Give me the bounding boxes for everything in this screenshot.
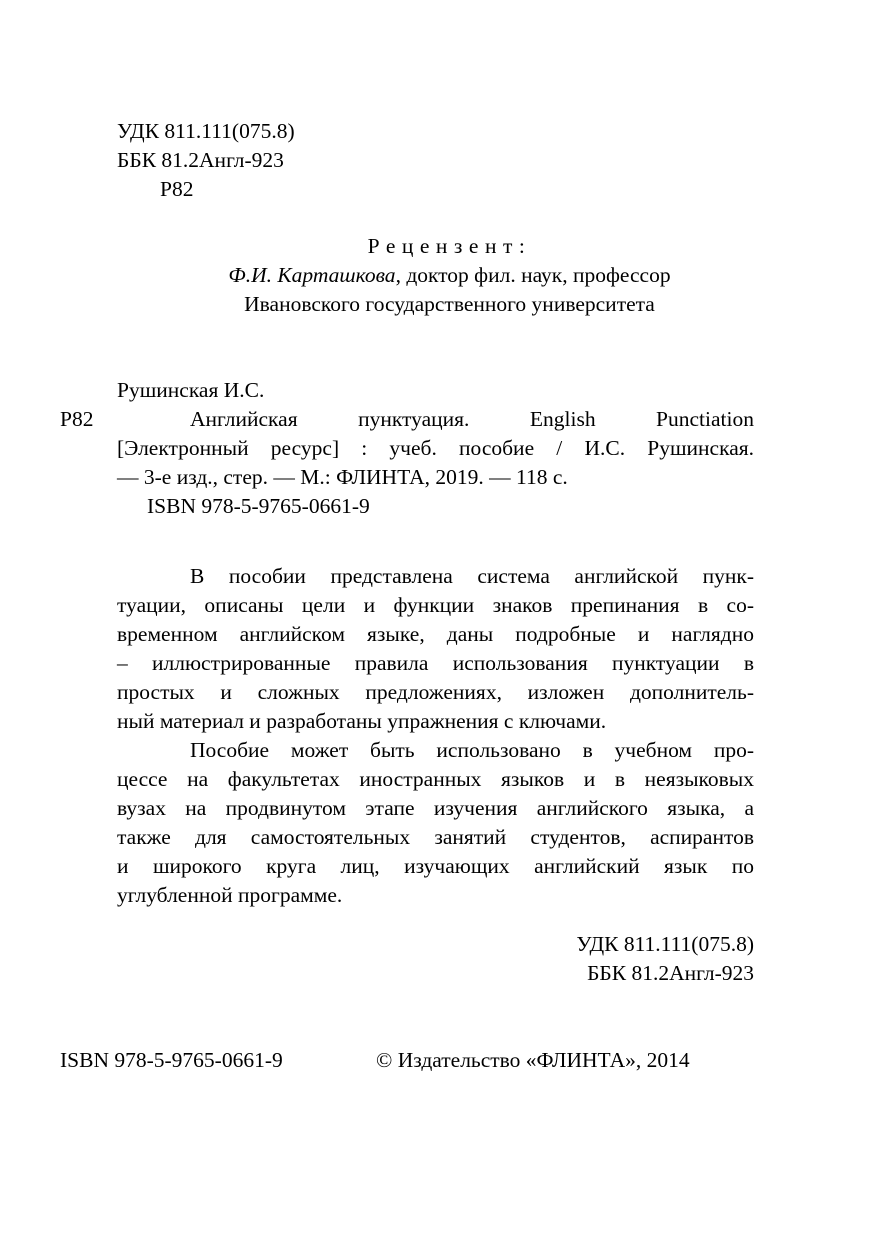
- abstract-line: В пособии представлена система английской пунк-: [190, 564, 754, 588]
- bbk-code: ББК 81.2Англ-923: [117, 148, 284, 172]
- abstract-line: Пособие может быть использовано в учебном про-: [190, 738, 754, 762]
- reviewer-affiliation: Ивановского государственного университета: [244, 292, 655, 316]
- copyright-notice: © Издательство «ФЛИНТА», 2014: [376, 1048, 690, 1072]
- reviewer-block: [117, 232, 782, 319]
- abstract-line: простых и сложных предложениях, изложен дополнитель-: [117, 680, 754, 704]
- record-side-mark: Р82: [60, 407, 94, 431]
- abstract-line: – иллюстрированные правила использования пунктуации в: [117, 651, 754, 675]
- reviewer-heading: Рецензент:: [367, 234, 532, 258]
- author-mark: Р82: [160, 177, 194, 201]
- reviewer-name: Ф.И. Карташкова: [228, 263, 396, 287]
- record-isbn: ISBN 978-5-9765-0661-9: [147, 494, 370, 518]
- abstract-line: также для самостоятельных занятий студентов, аспирантов: [117, 825, 754, 849]
- bottom-bbk-code: ББК 81.2Англ-923: [587, 961, 754, 985]
- abstract-line: и широкого круга лиц, изучающих английский язык по: [117, 854, 754, 878]
- abstract-line: цессе на факультетах иностранных языков и в неязыковых: [117, 767, 754, 791]
- abstract-line: временном английском языке, даны подробные и наглядно: [117, 622, 754, 646]
- reviewer-line: [117, 261, 782, 290]
- record-author: Рушинская И.С.: [117, 378, 265, 402]
- bottom-udk-code: УДК 811.111(075.8): [576, 932, 754, 956]
- record-title-line-2: [Электронный ресурс] : учеб. пособие / И.С. Рушинская.: [117, 436, 754, 460]
- reviewer-title: , доктор фил. наук, профессор: [395, 263, 671, 287]
- record-title-line-1: Английская пунктуация. English Punctiation: [190, 407, 754, 431]
- abstract-line: вузах на продвинутом этапе изучения английского языка, а: [117, 796, 754, 820]
- abstract-line: ный материал и разработаны упражнения с ключами.: [117, 709, 607, 733]
- footer-isbn: ISBN 978-5-9765-0661-9: [60, 1048, 283, 1072]
- abstract-line: углубленной программе.: [117, 883, 343, 907]
- record-title-line-3: — 3-е изд., стер. — М.: ФЛИНТА, 2019. — 118 с.: [117, 465, 568, 489]
- bottom-classification: [500, 930, 754, 988]
- classification-block: [117, 117, 295, 175]
- abstract-line: туации, описаны цели и функции знаков препинания в со-: [117, 593, 754, 617]
- udk-code: УДК 811.111(075.8): [117, 119, 295, 143]
